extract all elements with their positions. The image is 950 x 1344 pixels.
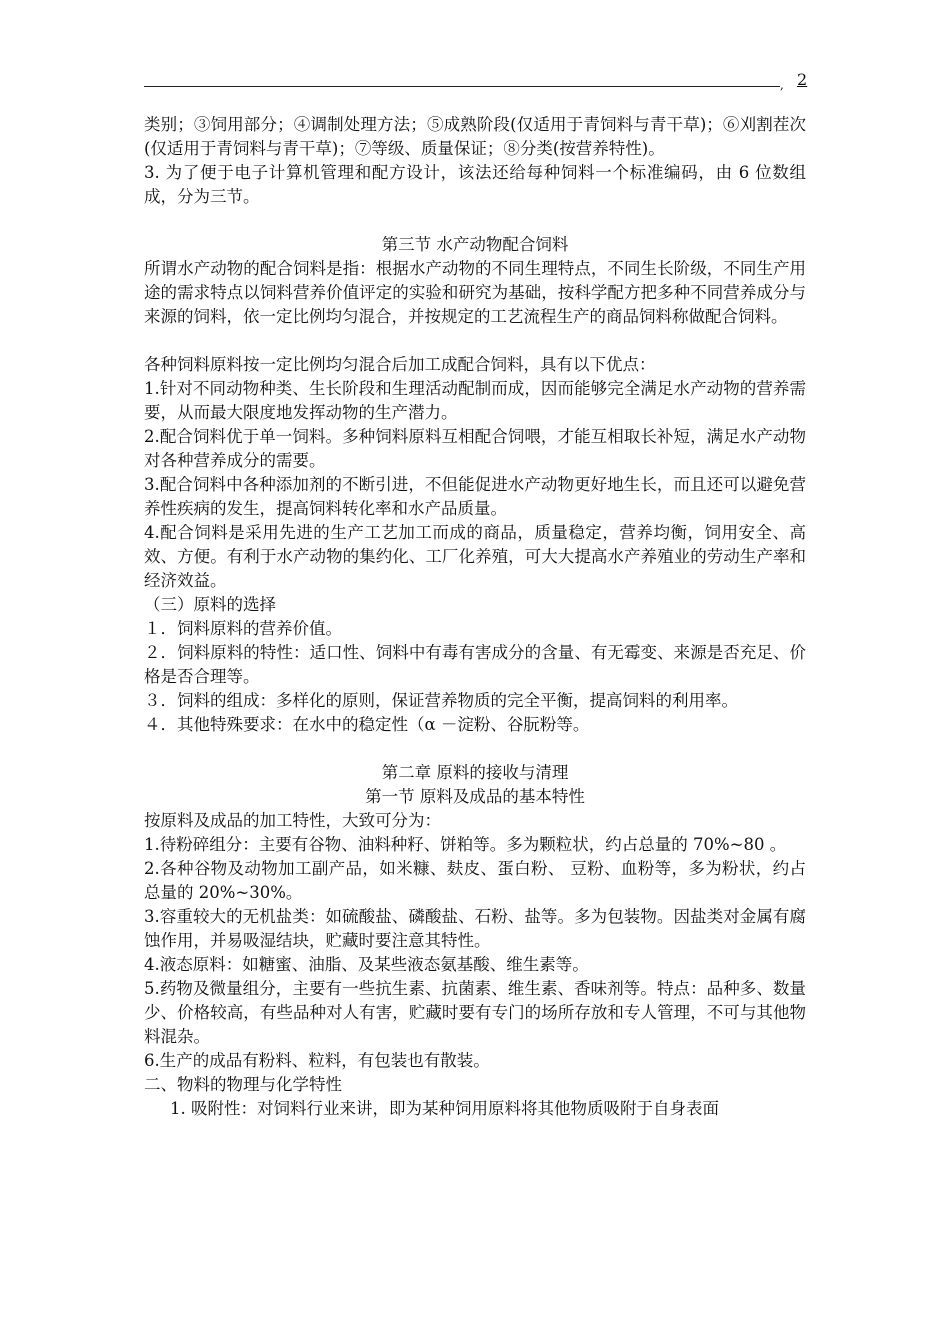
list-item: 6.生产的成品有粉料、粒料，有包装也有散装。 <box>144 1051 490 1070</box>
list-item: 1.待粉碎组分：主要有谷物、油料种籽、饼粕等。多为颗粒状，约占总量的 70%~80 。 <box>144 835 787 854</box>
list-item: 2.各种谷物及动物加工副产品，如米糠、麸皮、蛋白粉、 豆粉、血粉等，多为粉状，约占总量的 20%~30%。 <box>144 859 806 902</box>
list-item: 3.配合饲料中各种添加剂的不断引进，不但能促进水产动物更好地生长，而且还可以避免营养性疾病的发生，提高饲料转化率和水产品质量。 <box>144 475 806 518</box>
document-body <box>144 113 806 1121</box>
list-item: 5.药物及微量组分，主要有一些抗生素、抗菌素、维生素、香味剂等。特点：品种多、数量少、价格较高，有些品种对人有害，贮藏时要有专门的场所存放和专人管理，不可与其他物料混杂。 <box>144 979 806 1046</box>
list-item: 4.液态原料：如糖蜜、油脂、及某些液态氨基酸、维生素等。 <box>144 955 589 974</box>
list-item: 1. 吸附性：对饲料行业来讲，即为某种饲用原料将其他物质吸附于自身表面 <box>170 1099 719 1118</box>
page-number: 2 <box>797 70 808 89</box>
subheading-material-selection: （三）原料的选择 <box>144 595 276 614</box>
list-item: 2.配合饲料优于单一饲料。多种饲料原料互相配合饲喂，才能互相取长补短，满足水产动物对各种营养成分的需要。 <box>144 427 806 470</box>
chapter-title: 第二章 原料的接收与清理 <box>381 763 569 782</box>
header-rule <box>144 86 780 87</box>
paragraph-advantages-intro: 各种饲料原料按一定比例均匀混合后加工成配合饲料，具有以下优点： <box>144 355 656 374</box>
paragraph-standard-code: 3. 为了便于电子计算机管理和配方设计，该法还给每种饲料一个标准编码，由 6 位数组成，分为三节。 <box>144 163 806 206</box>
list-item: １．饲料原料的营养价值。 <box>144 619 342 638</box>
section-title-basic-properties: 第一节 原料及成品的基本特性 <box>365 787 585 806</box>
subheading-physical-chemical: 二、物料的物理与化学特性 <box>144 1075 342 1094</box>
paragraph-definition: 所谓水产动物的配合饲料是指：根据水产动物的不同生理特点，不同生长阶级，不同生产用途的需求特点以饲料营养价值评定的实验和研究为基础，按科学配方把多种不同营养成分与来源的饲料，依一定比例均匀混合，并按规定的工艺流程生产的商品饲料称做配合饲料。 <box>144 259 806 326</box>
list-item: ３．饲料的组成：多样化的原则，保证营养物质的完全平衡，提高饲料的利用率。 <box>144 691 738 710</box>
list-item: ４．其他特殊要求：在水中的稳定性（α －淀粉、谷朊粉等。 <box>144 715 590 734</box>
paragraph-classification-intro: 按原料及成品的加工特性，大致可分为： <box>144 811 441 830</box>
header-mark: , <box>780 78 784 92</box>
section-title-compound-feed: 第三节 水产动物配合饲料 <box>381 235 569 254</box>
list-item: ２．饲料原料的特性：适口性、饲料中有毒有害成分的含量、有无霉变、来源是否充足、价格是否合理等。 <box>144 643 806 686</box>
paragraph-classification: 类别；③饲用部分；④调制处理方法；⑤成熟阶段(仅适用于青饲料与青干草)；⑥刈割茬次(仅适用于青饲料与青干草)；⑦等级、质量保证；⑧分类(按营养特性)。 <box>144 115 806 158</box>
list-item: 3.容重较大的无机盐类：如硫酸盐、磷酸盐、石粉、盐等。多为包装物。因盐类对金属有腐蚀作用，并易吸湿结块，贮藏时要注意其特性。 <box>144 907 806 950</box>
list-item: 1.针对不同动物种类、生长阶段和生理活动配制而成，因而能够完全满足水产动物的营养需要，从而最大限度地发挥动物的生产潜力。 <box>144 379 806 422</box>
list-item: 4.配合饲料是采用先进的生产工艺加工而成的商品，质量稳定，营养均衡，饲用安全、高效、方便。有利于水产动物的集约化、工厂化养殖，可大大提高水产养殖业的劳动生产率和经济效益。 <box>144 523 806 590</box>
